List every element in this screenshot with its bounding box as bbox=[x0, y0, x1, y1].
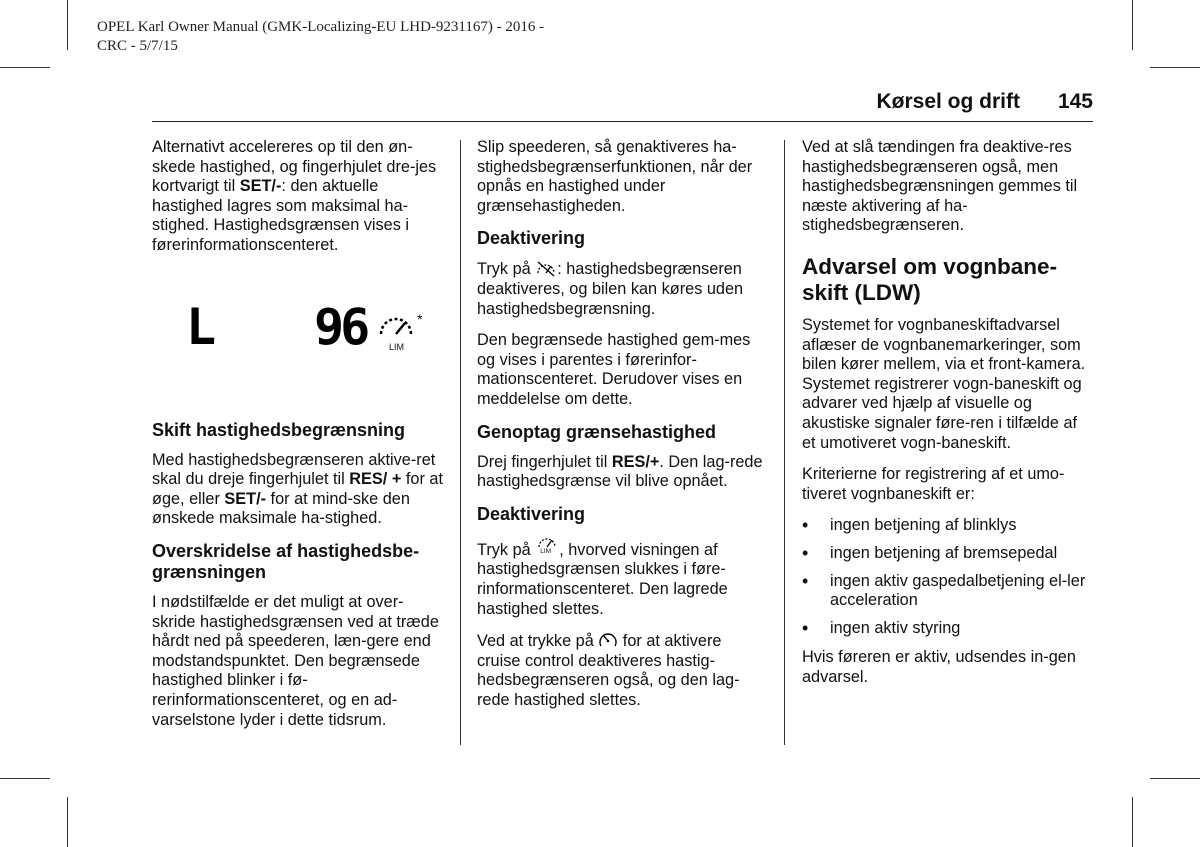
document-meta bbox=[97, 18, 544, 56]
criteria-list bbox=[802, 516, 1094, 638]
list-item: • ingen aktiv gaspedalbetjening el-ler acceleration bbox=[802, 572, 1094, 611]
text: . Den lag-rede hastighedsgrænse vil blive opnået. bbox=[477, 452, 763, 491]
display-speed: 96 bbox=[314, 297, 367, 356]
crop-mark bbox=[1132, 797, 1133, 847]
paragraph bbox=[477, 535, 769, 619]
paragraph bbox=[152, 138, 444, 256]
list-item: • ingen aktiv styring bbox=[802, 619, 1094, 639]
display-letter: L bbox=[186, 297, 217, 356]
crop-mark bbox=[0, 67, 50, 68]
text: , hvorved visningen af hastighedsgrænsen slukkes i føre-rinformationscenteret. Den lagrede hastighed slettes. bbox=[477, 540, 728, 618]
cruise-control-icon bbox=[598, 631, 618, 649]
subheading: Skift hastighedsbegrænsning bbox=[152, 419, 406, 440]
paragraph: Systemet for vognbaneskiftadvarsel aflæser de vognbanemarkeringer, som bilen kører mellem, via et front-kamera. Systemet registrerer vogn-baneskift og advarer ved hjælp af visuelle og akustiske signaler føre-ren i tilfælde af et umotiveret vogn-baneskift. bbox=[802, 315, 1086, 452]
list-item: • ingen betjening af blinklys bbox=[802, 516, 1094, 536]
speed-limiter-display-figure bbox=[152, 268, 452, 408]
section-heading: Advarsel om vognbane-skift (LDW) bbox=[802, 253, 1058, 305]
bold-text: SET/- bbox=[239, 177, 282, 196]
paragraph: Ved at slå tændingen fra deaktive-res hastighedsbegrænseren også, men hastighedsbegrænsningen gemmes til næste aktivering af ha-stighedsbegrænseren. bbox=[802, 138, 1078, 235]
crop-mark bbox=[1150, 67, 1200, 68]
speed-limiter-icon bbox=[378, 314, 414, 338]
text: Alternativt accelereres op til den øn-skede hastighed, og fingerhjulet dre-jes kortvarigt til bbox=[152, 138, 437, 196]
crop-mark bbox=[67, 0, 68, 50]
text: : hastighedsbegrænseren deaktiveres, og bilen kan køres uden hastighedsbegrænsning. bbox=[477, 260, 744, 318]
speed-limiter-off-icon bbox=[535, 259, 557, 277]
paragraph bbox=[477, 453, 769, 492]
crop-mark bbox=[1150, 778, 1200, 779]
paragraph bbox=[152, 451, 444, 529]
page-number: 145 bbox=[1057, 90, 1093, 113]
column-1 bbox=[152, 138, 444, 742]
paragraph: Den begrænsede hastighed gem-mes og vises i parentes i førerinfor-mationscenteret. Derudover vises en meddelelse om dette. bbox=[477, 331, 751, 408]
column-2 bbox=[477, 138, 769, 722]
column-3 bbox=[802, 138, 1094, 699]
bold-text: RES/ + bbox=[349, 470, 402, 489]
crop-mark bbox=[1132, 0, 1133, 50]
crop-mark bbox=[67, 797, 68, 847]
text: Tryk på bbox=[477, 540, 536, 559]
bold-text: SET/- bbox=[224, 489, 267, 508]
paragraph: Slip speederen, så genaktiveres ha-stighedsbegrænserfunktionen, når der opnås en hastighed under grænsehastigheden. bbox=[477, 138, 753, 215]
paragraph: I nødstilfælde er det muligt at over-skride hastighedsgrænsen ved at træde hårdt ned på speederen, læn-gere end modstandspunktet. Den begrænsede hastighed blinker i fø-rerinformationscenteret, og en ad-varselstone lyder i dette tidsrum. bbox=[152, 592, 439, 729]
text: Tryk på bbox=[477, 260, 536, 279]
display-asterisk: * bbox=[417, 310, 423, 327]
header-rule bbox=[152, 121, 1093, 122]
text: Drej fingerhjulet til bbox=[477, 452, 612, 471]
column-divider bbox=[784, 140, 785, 745]
text: for at øge, eller bbox=[152, 470, 443, 508]
paragraph: Hvis føreren er aktiv, udsendes in-gen advarsel. bbox=[802, 648, 1076, 686]
text: Med hastighedsbegrænseren aktive-ret skal du dreje fingerhjulet til bbox=[152, 450, 436, 489]
meta-line-1: OPEL Karl Owner Manual (GMK-Localizing-EU LHD-9231167) - 2016 - bbox=[97, 19, 545, 35]
list-item: • ingen betjening af bremsepedal bbox=[802, 544, 1094, 564]
display-lim-label: LIM bbox=[389, 341, 405, 352]
text: for at mind-ske den ønskede maksimale ha-stighed. bbox=[152, 489, 410, 528]
section-title: Kørsel og drift bbox=[876, 90, 1020, 113]
text: for at aktivere cruise control deaktiveres hastig-hedsbegrænseren også, og den lag-rede hastighed slettes. bbox=[477, 632, 740, 709]
column-divider bbox=[460, 140, 461, 745]
meta-line-2: CRC - 5/7/15 bbox=[97, 38, 178, 54]
paragraph bbox=[477, 259, 769, 319]
paragraph: Kriterierne for registrering af et umo-tiveret vognbaneskift er: bbox=[802, 465, 1065, 503]
bold-text: RES/+ bbox=[611, 452, 660, 471]
paragraph bbox=[477, 631, 769, 710]
subheading: Deaktivering bbox=[477, 503, 586, 524]
lim-label: LIM bbox=[540, 547, 552, 555]
subheading: Genoptag grænsehastighed bbox=[477, 421, 717, 442]
text: Ved at trykke på bbox=[477, 632, 599, 651]
speed-limiter-icon bbox=[535, 535, 559, 557]
crop-mark bbox=[0, 778, 50, 779]
subheading: Deaktivering bbox=[477, 228, 586, 249]
subheading: Overskridelse af hastighedsbe-grænsningen bbox=[152, 540, 420, 582]
text: : den aktuelle hastighed lagres som maksimal ha-stighed. Hastighedsgrænsen vises i førerinformationscenteret. bbox=[152, 177, 410, 254]
